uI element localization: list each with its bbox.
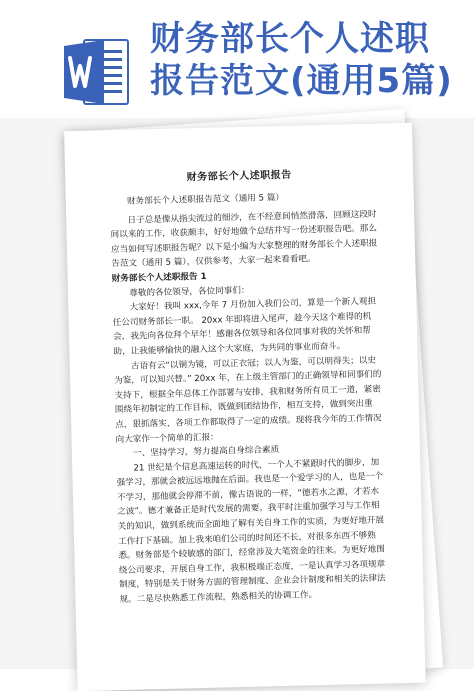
document-title: 财务部长个人述职报告 (186, 169, 292, 184)
paragraph: 21 世纪是个信息高速运转的时代，一个人不紧跟时代的脚步，加强学习，那就会被远远地抛在后面。我也是一个爱学习的人，也是一个不学习，那他就会停滞不前，像古语说的一样，“德若水之源，才若水之波”。德才兼备正是时代发展的需要。我平时注重加强学习与工作相关的知识，做到系统而全面地了解有关自身工作的实质，为更好地开展工作打下基础。加上我来咱们公司的时间还不长，对很多东西不够熟悉。财务部是个较敏感的部门，经常涉及大笔资金的往来。为更好地围绕公司要求，开展自身工作，我积极端正态度，一是认真学习各项规章制度，特别是关于财务方面的管理制度、企业会计制度和相关的法律法规。二是尽快熟悉工作流程，熟悉相关的协调工作。 (116, 457, 386, 606)
document-body (65, 178, 423, 609)
paragraph: 一、坚持学习，努力提高自身综合素质 (133, 445, 280, 459)
paragraph: 财务部长个人述职报告范文（通用 5 篇） (126, 192, 285, 207)
title-line-2: 报告范文(通用5篇) (150, 61, 453, 101)
word-document-icon (62, 36, 132, 108)
banner (0, 0, 474, 118)
document-page (64, 123, 426, 691)
paragraph: 尊敬的各位领导，各位同事们： (129, 285, 250, 299)
title-line-1: 财务部长个人述职 (150, 19, 430, 59)
paragraph: 日子总是像从指尖流过的细沙，在不经意间悄然滑落，回顾这段时间以来的工作，收获颇丰，好好地做个总结并写一份述职报告吧。那么应当如何写述职报告呢？以下是小编为大家整理的财务部长个人述职报告范文（通用 5 篇），仅供参考，大家一起来看看吧。 (110, 209, 378, 270)
paragraph: 古语有云“以铜为镜，可以正衣冠；以人为鉴，可以明得失；以史为鉴，可以知兴替。” 20xx 年，在上级主管部门的正确领导和同事们的支持下，根据全年总体工作部署与安排，我和财务所有员工一道，紧密围绕年初制定的工作目标，既做到团结协作，相互支持，做到突出重点，狠抓落实，各项工作都取得了一定的成绩。现将我今年的工作情况向大家作一个简单的汇报： (114, 355, 382, 445)
section-heading: 财务部长个人述职报告 1 (111, 271, 207, 285)
paragraph: 大家好！我叫 xxx,今年 7 月份加入我们公司，算是一个新人观担任公司财务部长一职。 20xx 年即将进入尾声，趁今天这个难得的机会，我先向各位拜个早年！感谢各位领导和各位同事对我的关怀和帮助，让我能够愉快的融入这个大家庭，为共同的事业而奋斗。 (112, 296, 377, 358)
page-title (150, 18, 470, 102)
